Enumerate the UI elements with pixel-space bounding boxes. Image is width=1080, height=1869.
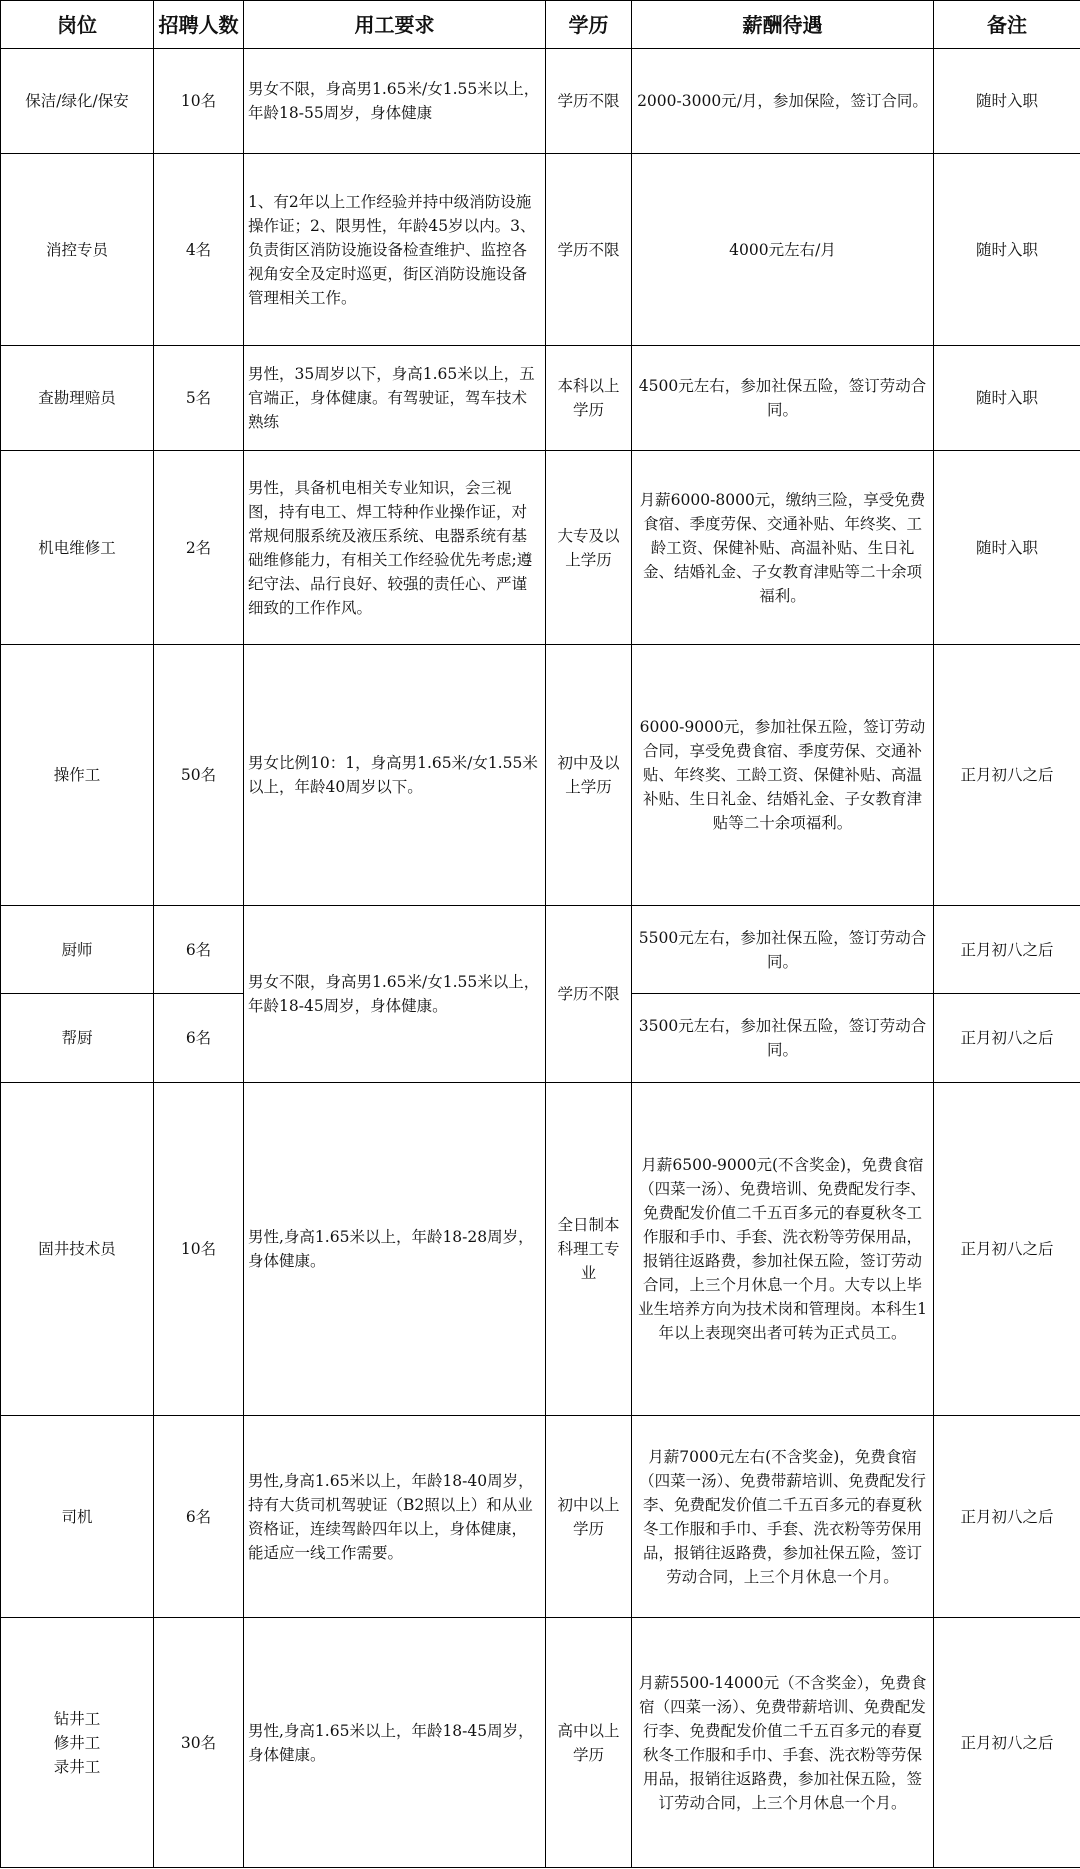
- salary-cell: 4000元左右/月: [632, 154, 934, 346]
- salary-cell: 4500元左右，参加社保五险，签订劳动合同。: [632, 346, 934, 451]
- table-row: [1, 645, 1080, 906]
- headcount-cell: 10名: [154, 1083, 244, 1416]
- headcount-cell: 4名: [154, 154, 244, 346]
- requirements-cell: 男性,身高1.65米以上，年龄18-40周岁，持有大货司机驾驶证（B2照以上）和从业资格证，连续驾龄四年以上，身体健康，能适应一线工作需要。: [244, 1416, 546, 1618]
- position-cell: 保洁/绿化/保安: [1, 49, 154, 154]
- remarks-cell: 正月初八之后: [934, 1083, 1080, 1416]
- position-cell: 司机: [1, 1416, 154, 1618]
- requirements-cell: 男性,身高1.65米以上，年龄18-45周岁，身体健康。: [244, 1618, 546, 1868]
- headcount-cell: 2名: [154, 451, 244, 645]
- salary-cell: 2000-3000元/月，参加保险，签订合同。: [632, 49, 934, 154]
- headcount-cell: 6名: [154, 1416, 244, 1618]
- header-position: 岗位: [1, 1, 154, 49]
- education-cell: 本科以上学历: [546, 346, 632, 451]
- remarks-cell: 正月初八之后: [934, 994, 1080, 1083]
- requirements-cell: 男女不限，身高男1.65米/女1.55米以上，年龄18-55周岁，身体健康: [244, 49, 546, 154]
- remarks-cell: 正月初八之后: [934, 1416, 1080, 1618]
- requirements-cell: 1、有2年以上工作经验并持中级消防设施操作证；2、限男性，年龄45岁以内。3、负责街区消防设施设备检查维护、监控各视角安全及定时巡更，街区消防设施设备管理相关工作。: [244, 154, 546, 346]
- requirements-cell: 男性,身高1.65米以上，年龄18-28周岁，身体健康。: [244, 1083, 546, 1416]
- position-cell: 操作工: [1, 645, 154, 906]
- header-remarks: 备注: [934, 1, 1080, 49]
- table-row: [1, 346, 1080, 451]
- salary-cell: 月薪7000元左右(不含奖金)，免费食宿（四菜一汤）、免费带薪培训、免费配发行李、免费配发价值二千五百多元的春夏秋冬工作服和手巾、手套、洗衣粉等劳保用品，报销往返路费，参加社保五险，签订劳动合同，上三个月休息一个月。: [632, 1416, 934, 1618]
- remarks-cell: 随时入职: [934, 346, 1080, 451]
- table-row: [1, 49, 1080, 154]
- requirements-cell: 男性，具备机电相关专业知识，会三视图，持有电工、焊工特种作业操作证，对常规伺服系统及液压系统、电器系统有基础维修能力，有相关工作经验优先考虑;遵纪守法、品行良好、较强的责任心、严谨细致的工作作风。: [244, 451, 546, 645]
- table-row: [1, 1416, 1080, 1618]
- education-cell: 初中及以上学历: [546, 645, 632, 906]
- requirements-cell: 男女比例10：1，身高男1.65米/女1.55米以上，年龄40周岁以下。: [244, 645, 546, 906]
- requirements-cell: 男女不限，身高男1.65米/女1.55米以上，年龄18-45周岁，身体健康。: [244, 906, 546, 1083]
- table-row: [1, 154, 1080, 346]
- education-cell: 高中以上学历: [546, 1618, 632, 1868]
- salary-cell: 月薪6500-9000元(不含奖金)，免费食宿（四菜一汤）、免费培训、免费配发行李、免费配发价值二千五百多元的春夏秋冬工作服和手巾、手套、洗衣粉等劳保用品，报销往返路费，参加社保五险，签订劳动合同，上三个月休息一个月。大专以上毕业生培养方向为技术岗和管理岗。本科生1年以上表现突出者可转为正式员工。: [632, 1083, 934, 1416]
- position-cell: 机电维修工: [1, 451, 154, 645]
- table-row: [1, 906, 1080, 994]
- education-cell: 初中以上学历: [546, 1416, 632, 1618]
- table-row: [1, 1618, 1080, 1868]
- remarks-cell: 正月初八之后: [934, 645, 1080, 906]
- position-cell: 消控专员: [1, 154, 154, 346]
- headcount-cell: 6名: [154, 994, 244, 1083]
- remarks-cell: 正月初八之后: [934, 906, 1080, 994]
- position-cell: 钻井工 修井工 录井工: [1, 1618, 154, 1868]
- remarks-cell: 随时入职: [934, 49, 1080, 154]
- salary-cell: 月薪5500-14000元（不含奖金），免费食宿（四菜一汤）、免费带薪培训、免费配发行李、免费配发价值二千五百多元的春夏秋冬工作服和手巾、手套、洗衣粉等劳保用品，报销往返路费，参加社保五险，签订劳动合同，上三个月休息一个月。: [632, 1618, 934, 1868]
- education-cell: 大专及以上学历: [546, 451, 632, 645]
- header-education: 学历: [546, 1, 632, 49]
- education-cell: 学历不限: [546, 906, 632, 1083]
- education-cell: 学历不限: [546, 154, 632, 346]
- education-cell: 学历不限: [546, 49, 632, 154]
- salary-cell: 3500元左右，参加社保五险，签订劳动合同。: [632, 994, 934, 1083]
- header-salary: 薪酬待遇: [632, 1, 934, 49]
- position-cell: 查勘理赔员: [1, 346, 154, 451]
- header-requirements: 用工要求: [244, 1, 546, 49]
- header-row: [1, 1, 1080, 49]
- salary-cell: 5500元左右，参加社保五险，签订劳动合同。: [632, 906, 934, 994]
- position-cell: 厨师: [1, 906, 154, 994]
- education-cell: 全日制本科理工专业: [546, 1083, 632, 1416]
- remarks-cell: 随时入职: [934, 451, 1080, 645]
- salary-cell: 6000-9000元，参加社保五险，签订劳动合同，享受免费食宿、季度劳保、交通补贴、年终奖、工龄工资、保健补贴、高温补贴、生日礼金、结婚礼金、子女教育津贴等二十余项福利。: [632, 645, 934, 906]
- headcount-cell: 5名: [154, 346, 244, 451]
- headcount-cell: 50名: [154, 645, 244, 906]
- table-row: [1, 1083, 1080, 1416]
- position-cell: 帮厨: [1, 994, 154, 1083]
- remarks-cell: 正月初八之后: [934, 1618, 1080, 1868]
- remarks-cell: 随时入职: [934, 154, 1080, 346]
- requirements-cell: 男性，35周岁以下，身高1.65米以上，五官端正，身体健康。有驾驶证，驾车技术熟练: [244, 346, 546, 451]
- position-cell: 固井技术员: [1, 1083, 154, 1416]
- headcount-cell: 30名: [154, 1618, 244, 1868]
- headcount-cell: 6名: [154, 906, 244, 994]
- headcount-cell: 10名: [154, 49, 244, 154]
- table-row: [1, 451, 1080, 645]
- salary-cell: 月薪6000-8000元，缴纳三险，享受免费食宿、季度劳保、交通补贴、年终奖、工龄工资、保健补贴、高温补贴、生日礼金、结婚礼金、子女教育津贴等二十余项福利。: [632, 451, 934, 645]
- header-headcount: 招聘人数: [154, 1, 244, 49]
